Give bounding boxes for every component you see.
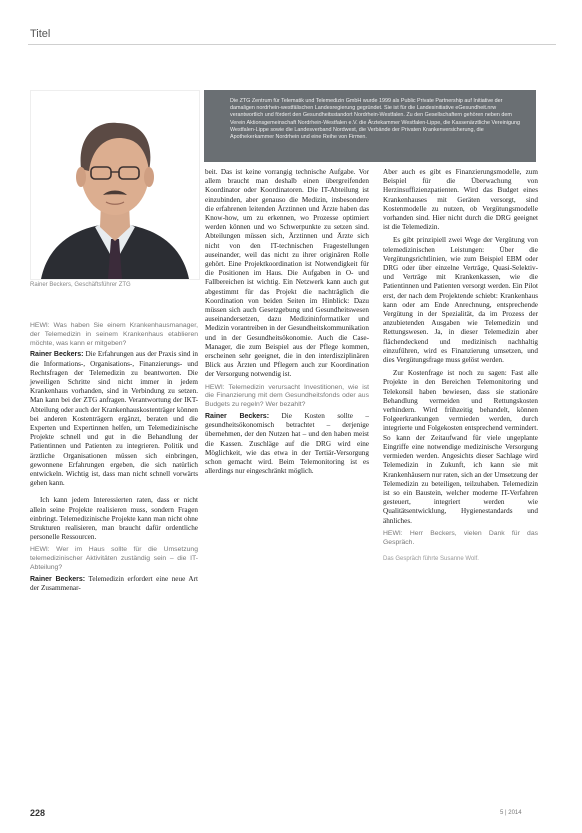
paragraph: Aber auch es gibt es Finanzierungsmodelle, zum Beispiel für die Überwachung von Herzinsuffizienzpatienten. Wird das Budget eines Krankenhauses mit Geräten versorgt, sind Kostenmodelle zu nutzen, ob Vergütungsmodelle vorhanden sind. Hier nicht durch die DRG geeignet ist die Telemedizin. [383,168,538,232]
speaker-label: Rainer Beckers: [30,575,86,583]
page-number: 228 [30,808,46,818]
article-column-3 [383,168,538,565]
paragraph: Es gibt prinzipiell zwei Wege der Vergütung von telemedizinischen Leistungen: Über die Vergütungsrichtlinien, wie zum Beispiel EBM oder DRG oder über einzelne Verträge, Quasi-Selektiv- und Verträge mit Krankenkassen, wie die Patientinnen und Patienten versorgt werden. Ein Pilot erst, der nach dem Projektende schiebt: Krankenhaus kann oder am Ende Anrechnung, entsprechende Vergütung in der Spezialität, da im Prozess der anzubietenden Ausgaben wie Telemedizin und Rettungswesen. Ja, in dieser Telemedizin aber flächendeckend und medizinisch nachhaltig einzuführen, wird es Finanzierung umsetzen, und dies Vergütungsfrage muss gelöst werden. [383,236,538,365]
answer-text: Die Kosten sollte – gesundheitsökonomisch betrachtet – derjenige übernehmen, der den Nutzen hat – und den haben meist die Kassen. Zuschläge auf die DRG wird eine Möglichkeit, wie das etwa in der Tertiär-Versorgung schon gemacht wird. Beim Telemonitoring ist es allerdings nur eingeschränkt möglich. [205,412,369,476]
answer-text: Die Erfahrungen aus der Praxis sind in die Informations-, Organisations-, Finanzierungs- und Rechtsfragen der Telemedizin zu beantworten. Die jeweiligen Schritte sind nicht immer in jedem Krankenhaus vorhanden, sind in Verbindung zu setzen. Man kann bei der ZTG anfragen. Verantwortung der IKT-Abteilung oder auch der Krankenhauskostenträger können bei anderen Kostenträgern ergänzt, beraten und die Experten und Expertinnen helfen, um Telemedizinische Projekte schnell und gut in die Behandlung der Patientinnen und Patienten zu integrieren. Politik und ärztliche Organisationen müssen sich einbringen, gewonnene Erfahrungen ergeben, die sich natürlich entwickeln. Wichtig ist, dass man nicht schnell vorwärts gehen kann. [30,350,198,488]
interview-credit: Das Gespräch führte Susanne Wolf. [383,556,479,563]
article-column-1 [30,322,198,601]
speaker-label: Rainer Beckers: [205,413,270,421]
answer-text: Telemedizin erfordert eine neue Art der Zusammenar- [30,574,199,593]
interview-question: HEWI: Herr Beckers, vielen Dank für das Gespräch. [383,529,538,546]
photo-caption: Rainer Beckers, Geschäftsführer ZTG [30,282,131,288]
speaker-label: Rainer Beckers: [30,351,84,359]
paragraph: Ich kann jedem Interessierten raten, dass er nicht allein seine Projekte realisieren muss, sondern Fragen einbringt. Telemedizinische Projekte kann man nicht ohne Strukturen realisieren, man braucht dafür ordentliche personelle Ressourcen. [30,496,198,542]
article-column-2 [205,168,369,484]
interview-question: HEWI: Was haben Sie einem Krankenhausmanager, der Telemedizin in seinem Krankenhaus etablieren möchte, was kann er mitgeben? [30,322,198,347]
interview-question: HEWI: Telemedizin verursacht Investitionen, wie ist die Finanzierung mit dem Gesundheitsfonds oder aus Budgets zu regeln? Wer bezahlt? [205,383,369,409]
interview-answer [205,412,369,476]
info-box [204,90,536,162]
info-box-text: Die ZTG Zentrum für Telematik und Telemedizin GmbH wurde 1999 als Public Private Partnership auf Initiative der damaligen nordrhein-westfälischen Landesregierung gegründet. Sie ist für die Landesinitiative eGesundheit.nrw verantwortlich und fördert den Gesundheitsstandort Nordrhein-Westfalen. Zu den Gesellschaftern gehören neben dem Verein Aktionsgemeinschaft Nordrhein-Westfalen e.V. die Ärztekammer Westfalen-Lippe, die Kassenärztliche Vereinigung Westfalen-Lippe sowie die Landesverband Nordwest, die Verbände der Privaten Krankenversicherung, die Apothekerkammer Nordrhein und eine Reihe von Firmen. [230,98,520,141]
portrait-illustration [31,91,199,279]
paragraph: Zur Kostenfrage ist noch zu sagen: Fast alle Projekte in den Bereichen Telemonitoring und Telekonsil haben bewiesen, dass sie stationäre Behandlung vermeiden und Rettungskosten verhindern. Wird frühzeitig behandelt, können Folgeerkrankungen vermieden werden, durch integrierte und Folgekosten entsprechend vermindert. So kann der Zeitaufwand für viele ungeplante Eingriffe eine notwendige medizinische Versorgung vermieden werden. Angesichts dieser Sachlage wird Telemedizin in Zukunft, ich kann sie mit Krankenhäusern nur raten, sich an der Umsetzung der Telemedizin zu beteiligen, teilzuhaben. Telemedizin ist so ein Baustein, welcher moderne IT-Verfahren gesteuert, integriert werden wie Qualitätsentwicklung, Hygienestandards und ähnliches. [383,369,538,525]
paragraph: beit. Das ist keine vorrangig technische Aufgabe. Vor allem braucht man deshalb einen übergreifenden Koordinator oder Koordinatoren. Die IT-Abteilung ist einzubinden, aber genauso die Medizin, insbesondere die erfahrenen leitenden Ärztinnen und Ärzte haben das Know-how, um zu erkennen, wo Prozesse optimiert werden können und wo Schwerpunkte zu setzen sind. Abteilungen müssen sich, Ärztinnen und Ärzte sich nicht von den IT-technischen Fragestellungen auseinander, weil das nicht zu ihrer originären Rolle gehört. Eine Projektkoordination ist Notwendigkeit für die Positionen im Haus. Die Aufgaben in O- und Fallbereichen ist wichtig. Ein Netzwerk kann auch gut abgestimmt für das Projekt die nachträglich die Koordination von beiden Seiten im Hinblick: Dazu müssen sich auch Gesetzgebung und Gesundheitswesen auseinandersetzen, dazu Medizininformatiker und Medizin vorantreiben in der Gesundheitskommunikation und in der Gesundheitsökonomie. Auch die Case-Manager, die zum Beispiel aus der Pflege kommen, erscheinen sehr geeignet, die in den interdisziplinären Blick aus Ärzten und Pflegern auch zur Koordination der Versorgung notwendig ist. [205,168,369,379]
issue-number: 5 | 2014 [500,810,522,816]
portrait-photo [30,90,200,280]
interview-question: HEWI: Wer im Haus sollte für die Umsetzung telemedizinischer Aktivitäten zuständig sein – die IT-Abteilung? [30,546,198,572]
header-divider [28,44,556,45]
interview-answer [30,575,198,593]
section-title: Titel [30,28,51,40]
interview-answer [30,350,198,488]
